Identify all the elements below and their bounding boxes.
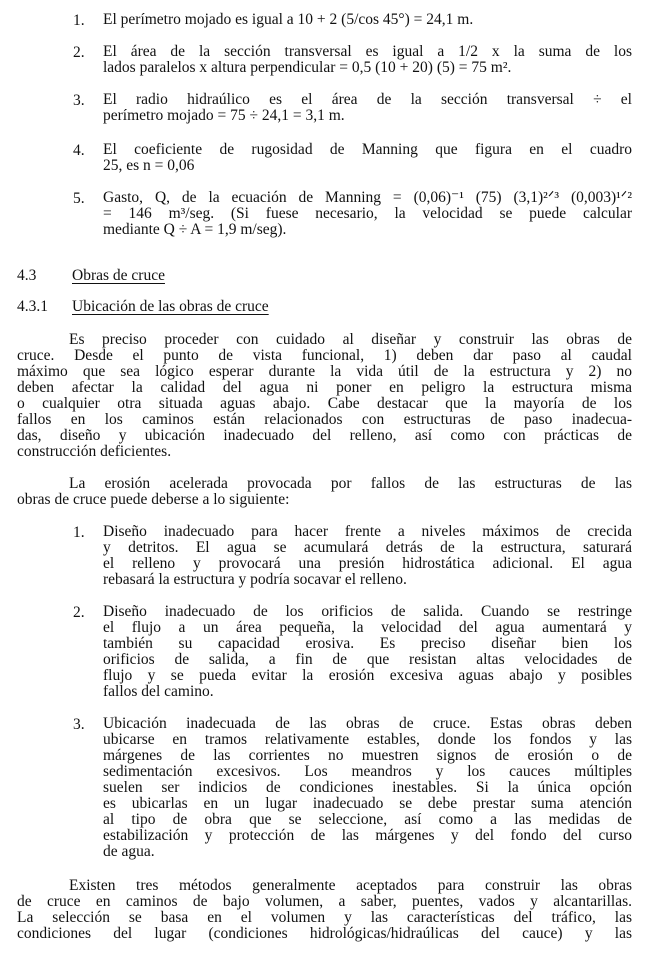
text-line: fallos del camino. bbox=[103, 683, 214, 700]
text-line: El coeficiente de rugosidad de Manning que figura en el cuadro bbox=[103, 141, 632, 158]
text-line: al tipo de obra que se seleccione, así como a las medidas de bbox=[103, 811, 632, 828]
paragraph bbox=[17, 878, 632, 942]
list-number: 1. bbox=[73, 12, 85, 29]
text-line: El radio hidraúlico es el área de la sección transversal ÷ el bbox=[103, 91, 632, 108]
section-title: Obras de cruce bbox=[72, 267, 165, 284]
text-line: obras de cruce puede deberse a lo siguiente: bbox=[17, 491, 290, 508]
list-number: 2. bbox=[73, 44, 85, 61]
text-line: también su capacidad erosiva. Es preciso diseñar bien los bbox=[103, 635, 632, 652]
list-number: 2. bbox=[73, 604, 85, 621]
paragraph bbox=[17, 332, 632, 460]
text-line: mediante Q ÷ A = 1,9 m/seg). bbox=[103, 221, 287, 238]
text-line: Es preciso proceder con cuidado al diseñar y construir las obras de bbox=[69, 331, 632, 348]
text-line: suelen ser indicios de condiciones inestables. Si la única opción bbox=[103, 779, 632, 796]
paragraph bbox=[17, 476, 632, 508]
text-line: Gasto, Q, de la ecuación de Manning = (0,06)⁻¹ (75) (3,1)²ᐟ³ (0,003)¹ᐟ² bbox=[103, 189, 632, 206]
text-line: el relleno y provocará una presión hidrostática adicional. El agua bbox=[103, 555, 632, 572]
text-line: es ubicarlas en un lugar inadecuado se debe prestar suma atención bbox=[103, 795, 632, 812]
text-line: El perímetro mojado es igual a 10 + 2 (5/cos 45°) = 24,1 m. bbox=[103, 11, 474, 28]
text-line: lados paralelos x altura perpendicular = 0,5 (10 + 20) (5) = 75 m². bbox=[103, 59, 512, 76]
text-line: el flujo a un área pequeña, la velocidad del agua aumentará y bbox=[103, 619, 632, 636]
text-line: estabilización y protección de las márgenes y del fondo del curso bbox=[103, 827, 632, 844]
list-item bbox=[73, 716, 632, 860]
list-number: 4. bbox=[73, 142, 85, 159]
text-line: Existen tres métodos generalmente aceptados para construir las obras bbox=[69, 877, 632, 894]
subsection-number: 4.3.1 bbox=[17, 298, 48, 315]
list-number: 3. bbox=[73, 716, 85, 733]
text-line: El área de la sección transversal es igual a 1/2 x la suma de los bbox=[103, 43, 632, 60]
text-line: condiciones del lugar (condiciones hidrológicas/hidraúlicas del cauce) y las bbox=[17, 925, 632, 942]
list-item bbox=[73, 524, 632, 588]
text-line: = 146 m³/seg. (Si fuese necesario, la velocidad se puede calcular bbox=[103, 205, 632, 222]
text-line: cruce. Desde el punto de vista funcional, 1) deben dar paso al caudal bbox=[17, 347, 632, 364]
text-line: fallos en los caminos están relacionados con estructuras de paso inadecua- bbox=[17, 411, 632, 428]
list-item bbox=[73, 12, 632, 28]
text-line: orificios de salida, a fin de que resistan altas velocidades de bbox=[103, 651, 632, 668]
text-line: máximo que sea lógico esperar durante la vida útil de la estructura y 2) no bbox=[17, 363, 632, 380]
text-line: sedimentación excesivos. Los meandros y los cauces múltiples bbox=[103, 763, 632, 780]
list-item bbox=[73, 44, 632, 76]
list-item bbox=[73, 190, 632, 238]
text-line: Diseño inadecuado para hacer frente a niveles máximos de crecida bbox=[103, 523, 632, 540]
subsection-title: Ubicación de las obras de cruce bbox=[72, 298, 269, 315]
text-line: flujo y se pueda evitar la erosión excesiva aguas abajo y posibles bbox=[103, 667, 632, 684]
text-line: rebasará la estructura y podría socavar el relleno. bbox=[103, 571, 407, 588]
list-number: 5. bbox=[73, 190, 85, 207]
list-item bbox=[73, 92, 632, 124]
list-item bbox=[73, 604, 632, 700]
text-line: Ubicación inadecuada de las obras de cruce. Estas obras deben bbox=[103, 715, 632, 732]
text-line: márgenes de las corrientes no muestren signos de erosión o de bbox=[103, 747, 632, 764]
text-line: ubicarse en tramos relativamente estables, donde los fondos y las bbox=[103, 731, 632, 748]
text-line: de agua. bbox=[103, 843, 155, 860]
text-line: de cruce en caminos de bajo volumen, a saber, puentes, vados y alcantarillas. bbox=[17, 893, 632, 910]
list-number: 1. bbox=[73, 524, 85, 541]
text-line: o cualquier otra situada aguas abajo. Cabe destacar que la mayoría de los bbox=[17, 395, 632, 412]
text-line: Diseño inadecuado de los orificios de salida. Cuando se restringe bbox=[103, 603, 632, 620]
text-line: y detritos. El agua se acumulará detrás de la estructura, saturará bbox=[103, 539, 632, 556]
text-line: La erosión acelerada provocada por fallos de las estructuras de las bbox=[69, 475, 632, 492]
text-line: perímetro mojado = 75 ÷ 24,1 = 3,1 m. bbox=[103, 107, 345, 124]
text-line: 25, es n = 0,06 bbox=[103, 157, 195, 174]
text-line: construcción deficientes. bbox=[17, 443, 172, 460]
text-line: deben afectar la calidad del agua ni poner en peligro la estructura misma bbox=[17, 379, 632, 396]
list-number: 3. bbox=[73, 92, 85, 109]
list-item bbox=[73, 142, 632, 174]
section-number: 4.3 bbox=[17, 267, 37, 284]
text-line: das, diseño y ubicación inadecuado del relleno, así como con prácticas de bbox=[17, 427, 632, 444]
text-line: La selección se basa en el volumen y las características del tráfico, las bbox=[17, 909, 632, 926]
